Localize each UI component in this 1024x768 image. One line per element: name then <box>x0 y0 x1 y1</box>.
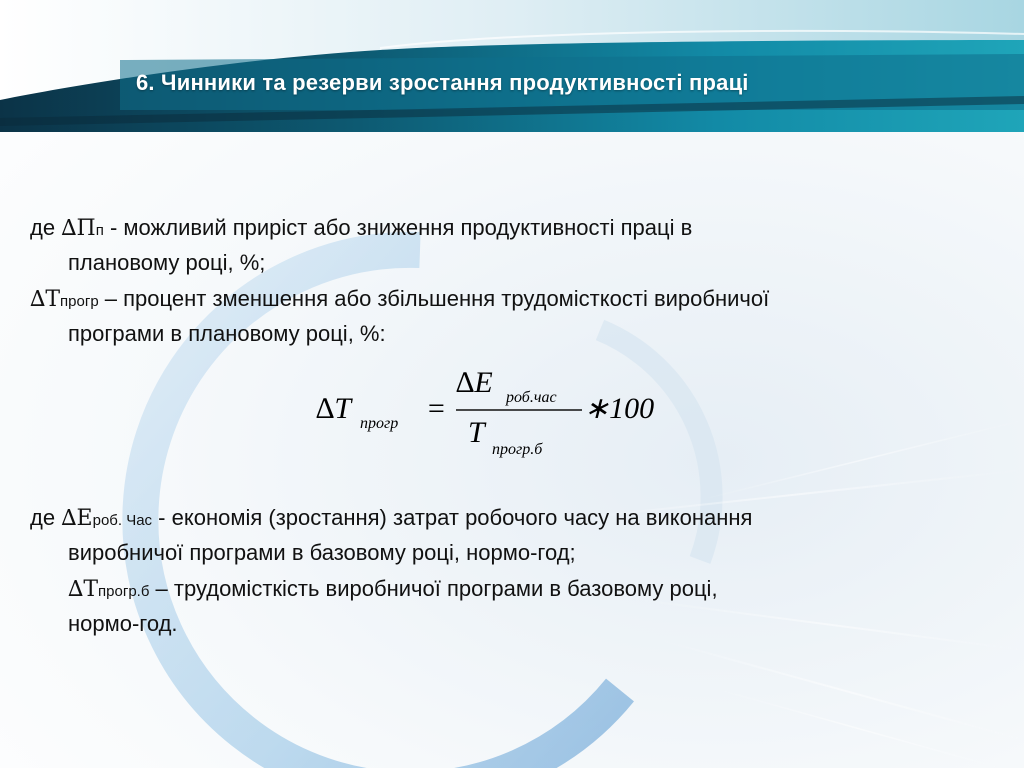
slide-title: 6. Чинники та резерви зростання продуктивності праці <box>136 70 749 95</box>
formula-numerator-symbol: ∆E <box>456 370 493 399</box>
delta-e-symbol: ∆Е <box>61 506 93 531</box>
definitions-block-2 <box>30 502 990 640</box>
definition-text-continuation: плановому році, %; <box>68 250 266 275</box>
delta-t-subscript: прогр <box>60 293 99 310</box>
formula-equals: = <box>426 392 447 425</box>
definition-time-savings <box>30 502 990 569</box>
definition-text: – трудомісткість виробничої програми в базовому році, <box>149 576 718 601</box>
formula-denominator-subscript: прогр.б <box>492 441 543 458</box>
formula-denominator-symbol: T <box>468 416 485 449</box>
definition-prefix: де <box>30 215 62 240</box>
formula <box>316 370 676 466</box>
definition-labor-intensity-change <box>30 283 990 350</box>
definition-text-continuation: програми в плановому році, %: <box>68 321 386 346</box>
header-banner <box>0 0 1024 132</box>
definitions-block-1 <box>30 212 990 350</box>
formula-lhs-subscript: прогр <box>360 415 399 432</box>
formula-lhs-symbol: ∆T <box>316 392 352 425</box>
delta-t-base-subscript: прогр.б <box>98 583 150 600</box>
formula-numerator-subscript: роб.час <box>506 389 557 406</box>
delta-p-symbol: ∆П <box>61 216 96 241</box>
definition-productivity-growth <box>30 212 990 279</box>
definition-text: - економія (зростання) затрат робочого часу на виконання <box>152 505 753 530</box>
delta-p-subscript: п <box>95 222 104 239</box>
definition-text: – процент зменшення або збільшення трудомісткості виробничої <box>98 286 770 311</box>
definition-text-continuation: виробничої програми в базовому році, нормо-год; <box>68 540 576 565</box>
definition-text-continuation: нормо-год. <box>68 611 178 636</box>
delta-t-base-symbol: ∆Т <box>68 577 99 602</box>
definition-text: - можливий приріст або зниження продуктивності праці в <box>103 215 693 240</box>
definition-base-labor-intensity <box>30 573 990 640</box>
slide-header <box>0 0 1024 132</box>
definition-prefix: де <box>30 505 62 530</box>
delta-e-subscript: роб. Час <box>92 512 153 529</box>
formula-multiplier: ∗100 <box>584 392 655 425</box>
delta-t-symbol: ∆Т <box>30 287 61 312</box>
